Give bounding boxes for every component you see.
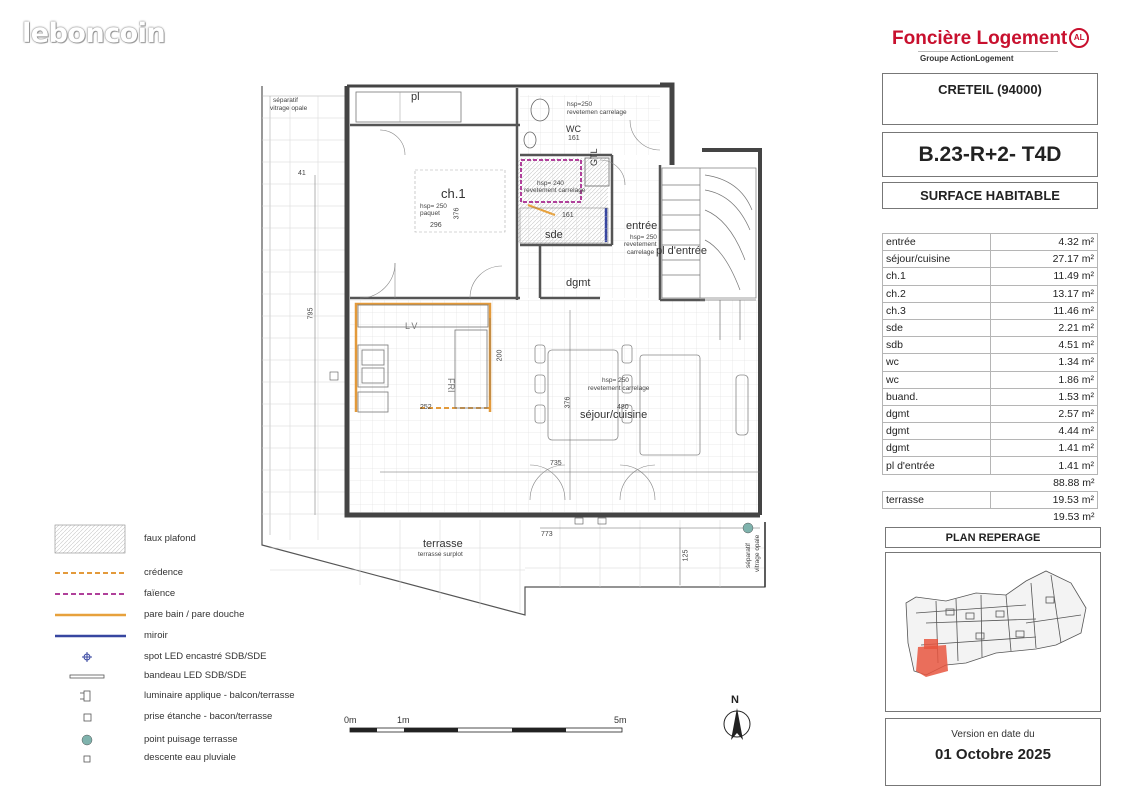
- surface-row: [883, 440, 1098, 457]
- dim-296: 296: [430, 222, 442, 229]
- room-area: 1.41 m²: [991, 440, 1098, 457]
- room-name: [883, 474, 991, 491]
- legend-drain-icon: [84, 756, 90, 762]
- surface-title: SURFACE HABITABLE: [920, 188, 1060, 203]
- dim-480: 480: [617, 404, 629, 411]
- plan-reperage-title: PLAN REPERAGE: [945, 532, 1041, 544]
- ch1-floor: paquet: [420, 210, 440, 217]
- surface-table: [882, 233, 1098, 525]
- scale-0m: 0m: [344, 715, 357, 725]
- version-label: Version en date du: [951, 729, 1035, 740]
- room-dgmt: dgmt: [566, 277, 591, 289]
- wc-hsp: hsp=250: [567, 101, 593, 108]
- city-label: CRETEIL (94000): [938, 82, 1042, 97]
- lv-label: LV: [405, 321, 420, 331]
- site-plan-drawing: [886, 553, 1100, 711]
- wall-light-icon: [330, 372, 338, 380]
- separatif-bottom-1: séparatif: [745, 543, 752, 568]
- north-label: N: [731, 694, 739, 706]
- room-terrasse: terrasse: [423, 538, 463, 550]
- room-area: 27.17 m²: [991, 251, 1098, 268]
- dim-376-ch1: 376: [453, 207, 461, 220]
- legend-label: crédence: [144, 567, 184, 578]
- surface-row: [883, 457, 1098, 474]
- entree-floor-1: revetement: [624, 241, 657, 248]
- north-arrow-icon: [724, 708, 750, 740]
- room-name: dgmt: [883, 423, 991, 440]
- room-area: 1.34 m²: [991, 354, 1098, 371]
- terrasse-sub: terrasse surplot: [418, 551, 463, 558]
- legend-label: descente eau pluviale: [144, 752, 236, 763]
- legend-label: faïence: [144, 588, 176, 599]
- surface-row: [883, 354, 1098, 371]
- brand-logo: [892, 28, 1089, 50]
- surface-row: [883, 251, 1098, 268]
- room-area: 2.21 m²: [991, 319, 1098, 336]
- separatif-top-2: vitrage opale: [270, 105, 308, 112]
- city-box: [882, 73, 1098, 125]
- dim-795: 795: [307, 307, 315, 320]
- watermark-logo: leboncoin: [22, 18, 166, 49]
- surface-row: [883, 302, 1098, 319]
- surface-row: [883, 234, 1098, 251]
- room-name: ch.3: [883, 302, 991, 319]
- room-name: dgmt: [883, 440, 991, 457]
- sde-floor: revetement carrelage: [524, 187, 586, 194]
- room-area: 4.44 m²: [991, 423, 1098, 440]
- version-box: [885, 718, 1101, 786]
- dim-252: 252: [420, 404, 432, 411]
- ch1-hsp: hsp= 250: [420, 203, 447, 210]
- room-area: 1.53 m²: [991, 388, 1098, 405]
- room-area: 4.51 m²: [991, 337, 1098, 354]
- room-name: séjour/cuisine: [883, 251, 991, 268]
- dim-41: 41: [298, 170, 306, 177]
- room-name: wc: [883, 371, 991, 388]
- brand-name: Foncière Logement: [892, 28, 1068, 49]
- dim-376-sejour: 376: [564, 396, 572, 409]
- terrace-row: [883, 491, 1098, 508]
- legend-hatch-swatch: [55, 525, 125, 553]
- dim-773: 773: [541, 531, 553, 538]
- scale-5m: 5m: [614, 715, 627, 725]
- water-point-icon: [743, 523, 753, 533]
- separatif-bottom-2: vitrage opale: [754, 534, 761, 572]
- surface-row: [883, 388, 1098, 405]
- total-habitable-row: [883, 474, 1098, 491]
- room-sde: sde: [545, 229, 563, 241]
- room-name: [883, 509, 991, 526]
- room-name: sde: [883, 319, 991, 336]
- room-pl: pl: [411, 91, 420, 103]
- wc-floor: revetemen carrelage: [567, 109, 627, 116]
- entree-floor-2: carrelage: [627, 249, 655, 256]
- legend-symbols: [55, 525, 126, 762]
- room-name: dgmt: [883, 405, 991, 422]
- room-name: pl d'entrée: [883, 457, 991, 474]
- fri-label: FRI: [446, 378, 456, 393]
- plan-reperage-box: [885, 527, 1101, 548]
- entree-hsp: hsp= 250: [630, 234, 657, 241]
- brand-divider: [918, 51, 1058, 52]
- reference-box: [882, 132, 1098, 177]
- legend-socket-icon: [84, 714, 91, 721]
- room-area: 19.53 m²: [991, 491, 1098, 508]
- room-ch1: ch.1: [441, 186, 466, 201]
- sejour-floor: revetement carrelage: [588, 385, 650, 392]
- room-area: 11.46 m²: [991, 302, 1098, 319]
- room-area: 13.17 m²: [991, 285, 1098, 302]
- room-wc: WC: [566, 124, 581, 134]
- gtl-label: GTL: [589, 148, 599, 166]
- surface-title-box: [882, 182, 1098, 209]
- legend-label: faux plafond: [144, 533, 196, 544]
- dim-125: 125: [682, 549, 690, 562]
- surface-row: [883, 371, 1098, 388]
- legend-spot-icon: [82, 652, 92, 662]
- surface-row: [883, 337, 1098, 354]
- legend-label: prise étanche - bacon/terrasse: [144, 711, 273, 722]
- dim-161-wc: 161: [568, 135, 580, 142]
- legend-water-point-icon: [82, 735, 92, 745]
- sde-hsp: hsp= 240: [537, 180, 564, 187]
- room-area: 1.41 m²: [991, 457, 1098, 474]
- room-area: 4.32 m²: [991, 234, 1098, 251]
- dim-200: 200: [496, 349, 504, 362]
- legend-wall-light-icon: [80, 691, 90, 701]
- scale-bar: [350, 728, 622, 732]
- legend-label: miroir: [144, 630, 168, 641]
- room-name: sdb: [883, 337, 991, 354]
- site-plan: [885, 552, 1101, 712]
- room-area: 88.88 m²: [1053, 476, 1095, 489]
- legend-label: luminaire applique - balcon/terrasse: [144, 690, 295, 701]
- apartment-highlight: [916, 645, 948, 677]
- room-name: ch.1: [883, 268, 991, 285]
- brand-mark-icon: AL: [1069, 28, 1089, 48]
- room-area: 2.57 m²: [991, 405, 1098, 422]
- sejour-hsp: hsp= 250: [602, 377, 629, 384]
- room-pl-entree: pl d'entrée: [656, 245, 708, 257]
- legend-label: pare bain / pare douche: [144, 609, 245, 620]
- room-sejour: séjour/cuisine: [580, 409, 648, 421]
- room-area: 1.86 m²: [991, 371, 1098, 388]
- room-area: 11.49 m²: [991, 268, 1098, 285]
- surface-row: [883, 423, 1098, 440]
- legend-led-strip-icon: [70, 675, 104, 678]
- legend-label: spot LED encastré SDB/SDE: [144, 651, 267, 662]
- wardrobe-pl: [356, 92, 461, 122]
- room-entree: entrée: [626, 220, 658, 232]
- room-name: buand.: [883, 388, 991, 405]
- surface-row: [883, 405, 1098, 422]
- room-name: ch.2: [883, 285, 991, 302]
- room-name: wc: [883, 354, 991, 371]
- separatif-top-1: séparatif: [273, 97, 298, 104]
- room-name: entrée: [883, 234, 991, 251]
- reference-label: B.23-R+2- T4D: [918, 143, 1062, 166]
- dim-735: 735: [550, 460, 562, 467]
- room-area: 19.53 m²: [1053, 511, 1095, 524]
- legend-label: point puisage terrasse: [144, 734, 238, 745]
- surface-row: [883, 285, 1098, 302]
- brand-subtitle: Groupe ActionLogement: [920, 54, 1014, 63]
- surface-row: [883, 319, 1098, 336]
- living-floor: [350, 300, 758, 512]
- version-date: 01 Octobre 2025: [935, 746, 1051, 763]
- surface-row: [883, 268, 1098, 285]
- dim-161-sde: 161: [562, 212, 574, 219]
- legend-label: bandeau LED SDB/SDE: [144, 670, 247, 681]
- total-terrace-row: [883, 509, 1098, 526]
- room-name: terrasse: [883, 491, 991, 508]
- scale-1m: 1m: [397, 715, 410, 725]
- bed-outline: [415, 170, 505, 232]
- socket-icon: [575, 518, 583, 524]
